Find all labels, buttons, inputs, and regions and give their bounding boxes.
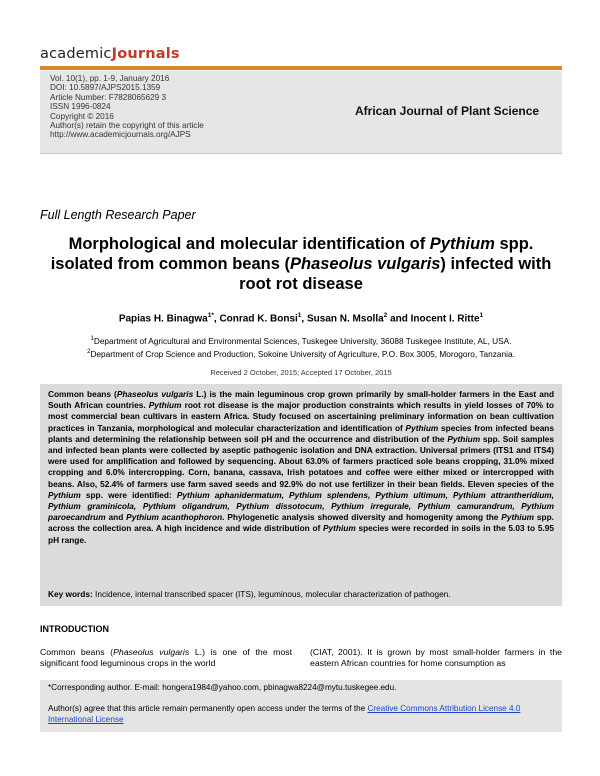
author-sup: 1* — [207, 312, 214, 319]
abstract-seg: spp. across the collection area. A high incidence and wide distribution of — [48, 512, 554, 534]
author-separator: , — [301, 313, 307, 325]
meta-article-number: Article Number: F7828065629 3 — [50, 92, 167, 102]
corresponding-author: *Corresponding author. E-mail: hongera1984@yahoo.com, pbinagwa8224@mytu.tuskegee.edu. — [48, 683, 397, 692]
abstract-seg-italic: Pythium — [501, 512, 535, 523]
abstract-seg: species were recorded in soils in the 5.03 to 5.95 pH range. — [48, 523, 554, 545]
author-name: Papias H. Binagwa — [118, 313, 208, 325]
keywords-label: Key words: — [48, 589, 93, 599]
author-sup: 1 — [479, 312, 484, 319]
title-part-2: spp. isolated from common beans ( — [50, 235, 534, 273]
meta-issn: ISSN 1996-0824 — [50, 102, 111, 112]
abstract-seg-italic: Pythium — [48, 489, 81, 500]
title-genus: Pythium — [429, 235, 495, 253]
intro-seg-italic: Phaseolus vulgaris — [113, 647, 190, 657]
abstract-seg: L.) is the main leguminous crop grown primarily by small-holder farmers in the East and South African countries. — [48, 389, 555, 411]
affiliations — [40, 334, 562, 361]
logo-rule — [40, 66, 562, 70]
received-accepted-dates: Received 2 October, 2015; Accepted 17 October, 2015 — [210, 368, 392, 377]
abstract-seg: and — [105, 512, 127, 523]
affiliation-2 — [40, 347, 562, 360]
affiliation-sup: 1 — [90, 336, 94, 342]
license-text: Author(s) agree that this article remain permanently open access under the terms of the — [48, 704, 368, 713]
license-note — [48, 704, 554, 725]
author-name: Conrad K. Bonsi — [219, 313, 298, 325]
title-part-1: Morphological and molecular identification of — [68, 235, 430, 253]
logo-academic: academic — [40, 46, 112, 62]
paper-title — [40, 234, 562, 294]
abstract-seg-italic: Pythium — [323, 523, 356, 534]
author-and: and — [387, 313, 411, 325]
affiliation-sup: 2 — [87, 349, 91, 356]
title-part-3: ) infected with root rot disease — [239, 255, 552, 293]
author-name: Susan N. Msolla — [306, 313, 384, 325]
affiliation-text: Department of Agricultural and Environmental Sciences, Tuskegee University, 36088 Tuskegee Institute, AL, USA. — [93, 335, 512, 346]
intro-seg: L.) is one of the most significant food leguminous crops in the world — [40, 647, 293, 668]
abstract-seg-italic: Pythium — [148, 400, 182, 411]
abstract-text — [48, 389, 554, 546]
abstract-seg: . Phylogenetic analysis showed diversity and homogenity among the — [222, 512, 502, 523]
abstract-seg-italic: Pythium — [447, 433, 481, 444]
abstract-seg-italic: Pythium aphanidermatum, Pythium splendens, Pythium ultimum, Pythium attrantheridium, Pythium graminicola, Pythium oligandrum, Pythium dissotocum, Pythium irregurale, Pythium camurandrum, Pythium paroecandrum — [48, 489, 554, 523]
article-meta — [50, 74, 204, 140]
affiliation-text: Department of Crop Science and Production, Sokoine University of Agriculture, P.O. Box 3005, Morogoro, Tanzania. — [90, 349, 515, 360]
intro-left-column — [40, 647, 292, 669]
meta-url[interactable]: http://www.academicjournals.org/AJPS — [50, 130, 191, 140]
journal-logo — [40, 46, 180, 62]
keywords — [48, 589, 554, 599]
intro-right-column: (CIAT, 2001). It is grown by most small-holder farmers in the eastern African countries for home consumption as — [310, 647, 562, 668]
meta-copyright: Copyright © 2016 — [50, 111, 114, 121]
abstract-seg: species from infected beans plants and determining the relationship between soil pH and the occurrence and distribution of the — [48, 422, 554, 444]
meta-doi: DOI: 10.5897/AJPS2015.1359 — [50, 83, 161, 93]
logo-journals: Journals — [111, 46, 180, 62]
meta-rights: Author(s) retain the copyright of this article — [50, 121, 204, 131]
abstract-seg: spp. were identified: — [80, 489, 177, 500]
abstract-seg-italic: Pythium — [405, 422, 439, 433]
title-species: Phaseolus vulgaris — [289, 255, 441, 273]
author-list — [40, 312, 562, 324]
abstract-seg: root rot disease is the major production constraints which results in yield losses of 70% to most commercial bean cultivars in eastern Africa. Study focused on ascertaining preliminary information on bean cultivation practices in Tanzania, morphological and molecular characterization and identification of — [48, 400, 554, 433]
meta-volume: Vol. 10(1), pp. 1-9, January 2016 — [50, 74, 170, 83]
abstract-seg: spp. Soil samples and infected bean plants were collected by aseptic pathogenic isolation and DNA extraction. Universal primers (ITS1 and ITS4) were used for amplification and followed by sequencing. About 63.0% of farmers practiced sole beans cropping, 31.0% mixed cropping and 6.0% intercropping. Corn, banana, cassava, Irish potatoes and coffee were either mixed or intercropped with beans. Also, 52.4% of farmers use farm saved seeds and 92.9% do not use fertilizer in their bean fields. Eleven species of the — [48, 433, 554, 489]
introduction-heading: INTRODUCTION — [40, 624, 109, 634]
abstract-seg-italic: Pythium acanthophoron — [126, 512, 223, 523]
intro-seg: Common beans ( — [40, 647, 114, 657]
journal-name: African Journal of Plant Science — [355, 104, 540, 118]
author-name: Inocent I. Ritte — [410, 313, 480, 325]
keywords-text: Incidence, internal transcribed spacer (ITS), leguminous, molecular characterization of pathogen. — [92, 589, 451, 599]
paper-type: Full Length Research Paper — [40, 208, 196, 222]
abstract-seg-italic: Phaseolus vulgaris — [116, 389, 194, 399]
author-sup: 1 — [297, 312, 302, 319]
author-separator: , — [213, 313, 220, 325]
abstract-seg: Common beans ( — [48, 389, 117, 399]
license-link[interactable]: Creative Commons Attribution License 4.0 International License — [48, 704, 521, 724]
author-sup: 2 — [383, 312, 388, 319]
affiliation-1 — [40, 334, 562, 347]
